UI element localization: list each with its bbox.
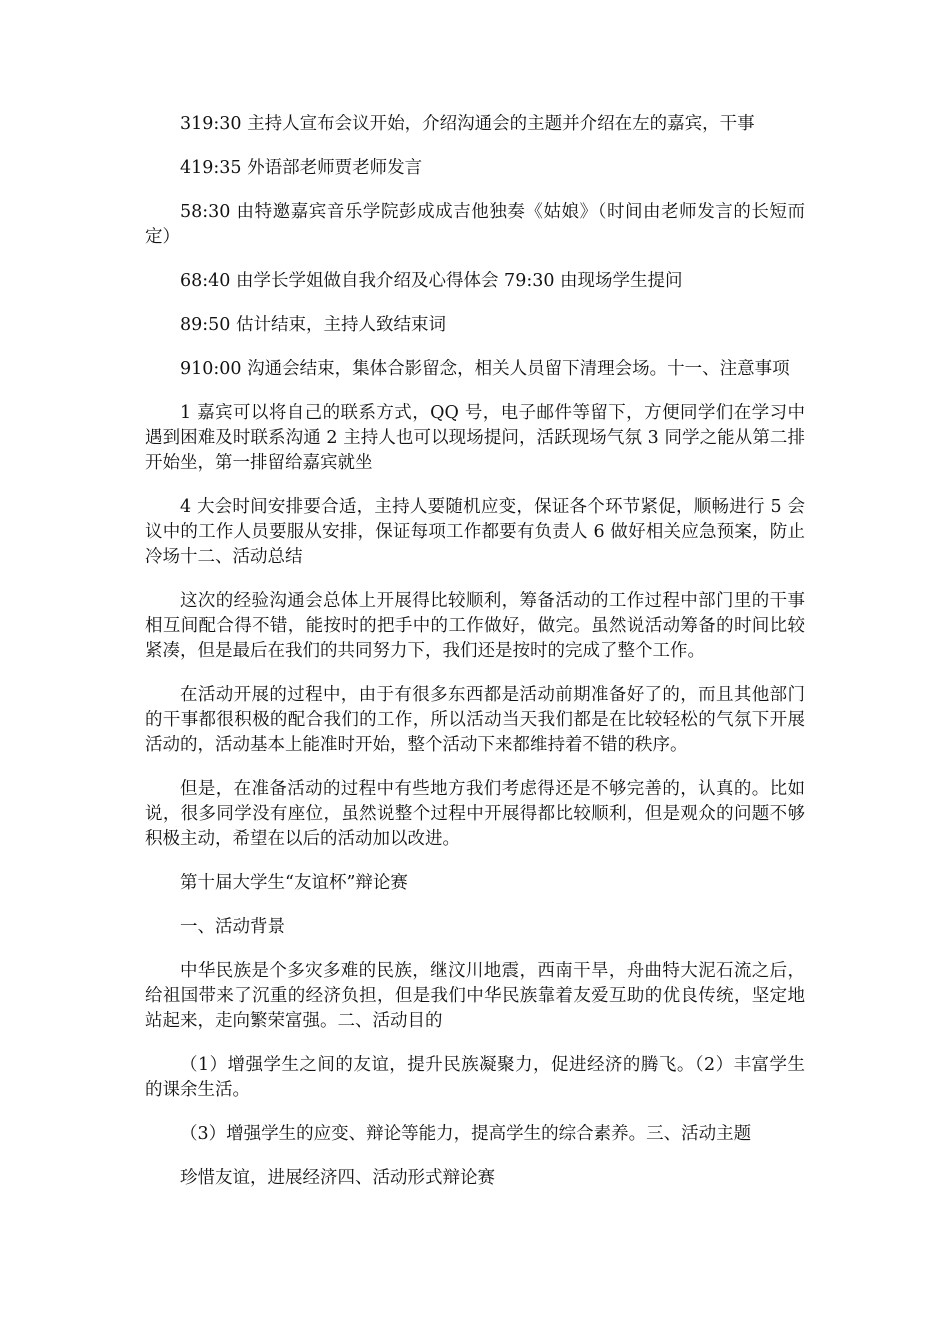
paragraph-16: （3）增强学生的应变、辩论等能力，提高学生的综合素养。三、活动主题 [180, 1124, 752, 1144]
paragraph-10: 在活动开展的过程中，由于有很多东西都是活动前期准备好了的，而且其他部门的干事都很积极的配合我们的工作，所以活动当天我们都是在比较轻松的气氛下开展活动的，活动基本上能准时开始，整个活动下来都维持着不错的秩序。 [145, 685, 805, 755]
document-body [145, 112, 805, 1210]
paragraph-8: 4 大会时间安排要合适，主持人要随机应变，保证各个环节紧促，顺畅进行 5 会议中的工作人员要服从安排，保证每项工作都要有负责人 6 做好相关应急预案，防止冷场十二、活动总结 [145, 497, 805, 567]
section-title-debate: 第十届大学生“友谊杯”辩论赛 [180, 873, 408, 893]
paragraph-1: 319:30 主持人宣布会议开始，介绍沟通会的主题并介绍在左的嘉宾，干事 [180, 114, 755, 134]
paragraph-6: 910:00 沟通会结束，集体合影留念，相关人员留下清理会场。十一、注意事项 [180, 359, 790, 379]
paragraph-14: 中华民族是个多灾多难的民族，继汶川地震，西南干旱，舟曲特大泥石流之后，给祖国带来了沉重的经济负担，但是我们中华民族靠着友爱互助的优良传统，坚定地站起来，走向繁荣富强。二、活动目的 [145, 961, 805, 1031]
paragraph-5: 89:50 估计结束，主持人致结束词 [180, 315, 446, 335]
paragraph-2: 419:35 外语部老师贾老师发言 [180, 158, 423, 178]
paragraph-9: 这次的经验沟通会总体上开展得比较顺利，筹备活动的工作过程中部门里的干事相互间配合得不错，能按时的把手中的工作做好，做完。虽然说活动筹备的时间比较紧凑，但是最后在我们的共同努力下，我们还是按时的完成了整个工作。 [145, 591, 805, 661]
paragraph-3: 58:30 由特邀嘉宾音乐学院彭成成吉他独奏《姑娘》（时间由老师发言的长短而定） [145, 202, 805, 247]
heading-activity-background: 一、活动背景 [180, 917, 285, 937]
paragraph-7: 1 嘉宾可以将自己的联系方式，QQ 号，电子邮件等留下，方便同学们在学习中遇到困难及时联系沟通 2 主持人也可以现场提问，活跃现场气氛 3 同学之能从第二排开始坐，第一排留给嘉宾就坐 [145, 403, 805, 473]
paragraph-17: 珍惜友谊，进展经济四、活动形式辩论赛 [180, 1168, 495, 1188]
paragraph-11: 但是，在准备活动的过程中有些地方我们考虑得还是不够完善的，认真的。比如说，很多同学没有座位，虽然说整个过程中开展得都比较顺利，但是观众的问题不够积极主动，希望在以后的活动加以改进。 [145, 779, 805, 849]
paragraph-4: 68:40 由学长学姐做自我介绍及心得体会 79:30 由现场学生提问 [180, 271, 683, 291]
paragraph-15: （1）增强学生之间的友谊，提升民族凝聚力，促进经济的腾飞。（2）丰富学生的课余生活。 [145, 1055, 805, 1100]
